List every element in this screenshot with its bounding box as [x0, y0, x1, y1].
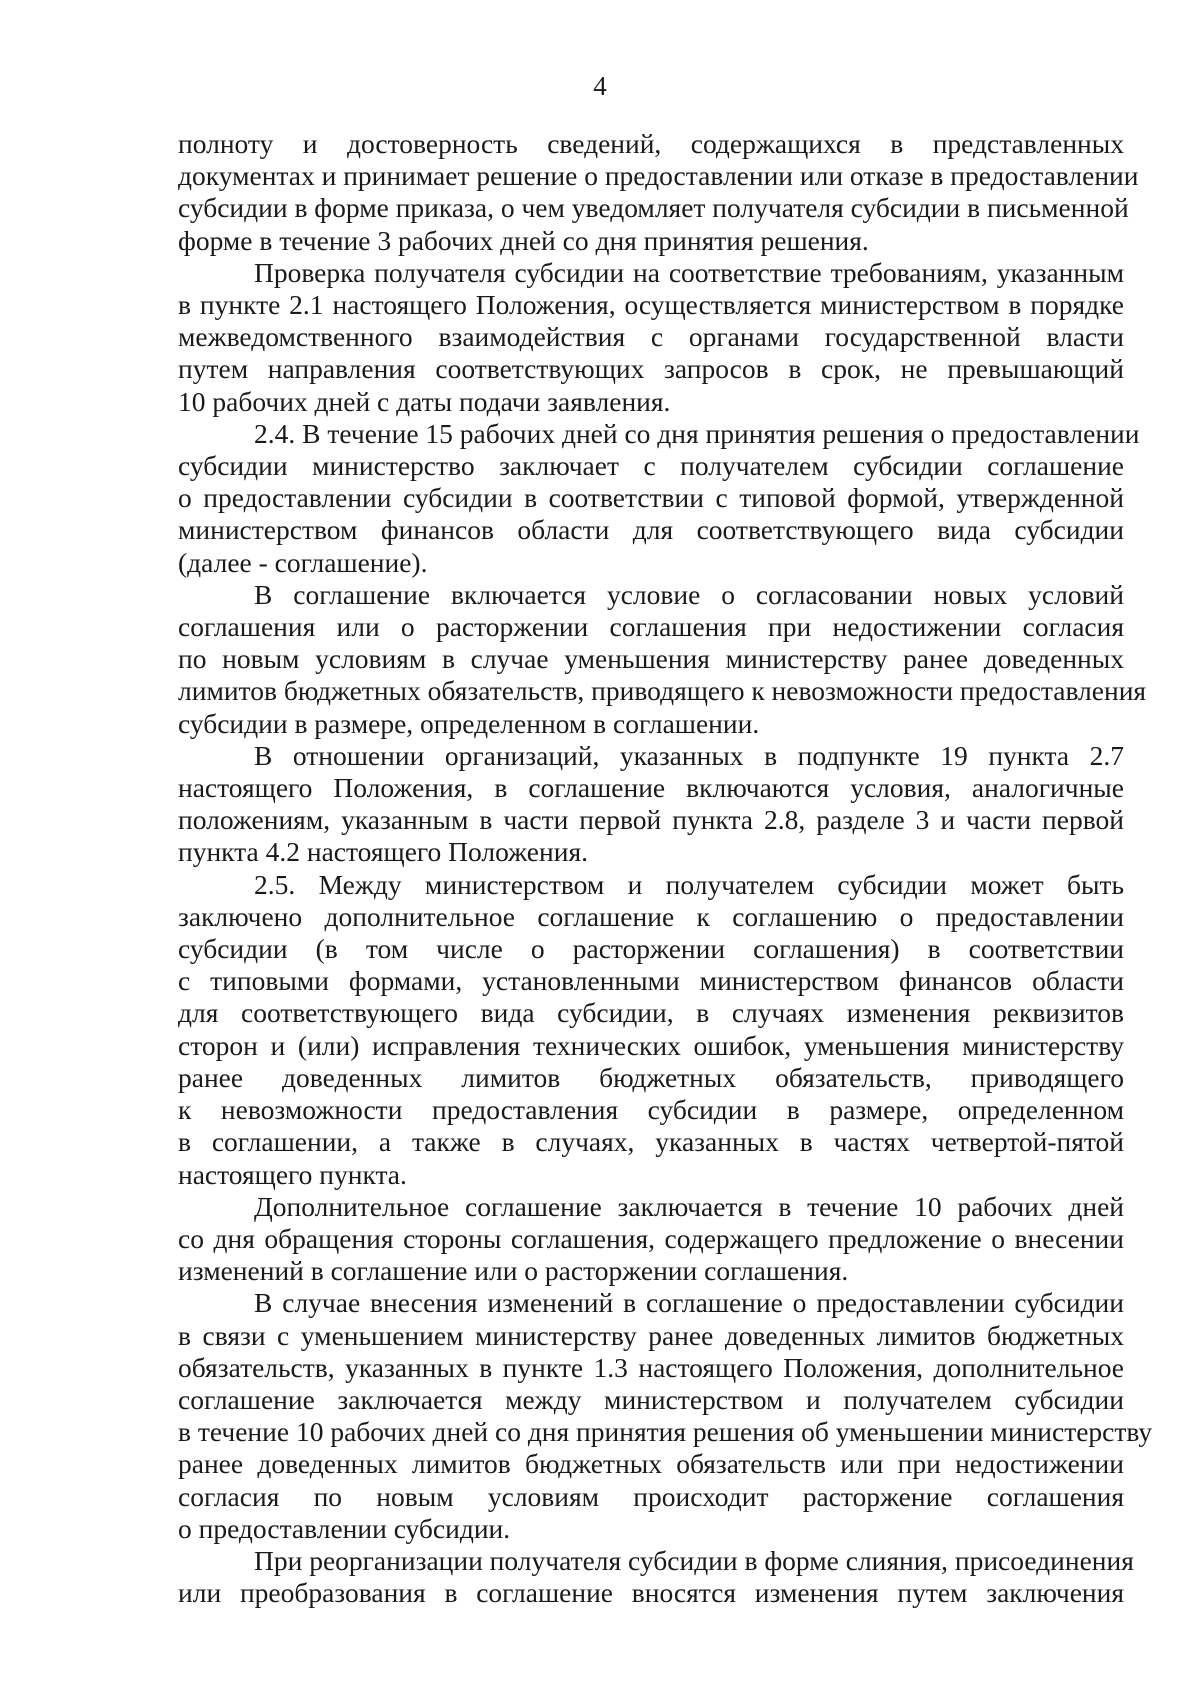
page-number: 4 [593, 71, 607, 101]
text-line: межведомственного взаимодействия с органами государственной власти [178, 321, 1124, 353]
text-line: в связи с уменьшением министерству ранее доведенных лимитов бюджетных [178, 1319, 1124, 1351]
text-line: настоящего Положения, в соглашение включаются условия, аналогичные [178, 772, 1124, 804]
text-line: субсидии в форме приказа, о чем уведомляет получателя субсидии в письменной [178, 192, 1129, 224]
text-line: В случае внесения изменений в соглашение о предоставлении субсидии [254, 1287, 1124, 1319]
text-line: форме в течение 3 рабочих дней со дня принятия решения. [178, 224, 869, 256]
paragraph [178, 257, 1124, 418]
text-line: 10 рабочих дней с даты подачи заявления. [178, 385, 671, 417]
paragraph [178, 417, 1140, 579]
text-line: или преобразования в соглашение вносятся изменения путем заключения [178, 1577, 1124, 1609]
text-line: документах и принимает решение о предоставлении или отказе в предоставлении [178, 160, 1139, 192]
text-line: Дополнительное соглашение заключается в течение 10 рабочих дней [254, 1190, 1124, 1222]
paragraph [178, 869, 1124, 1191]
text-line: о предоставлении субсидии. [178, 1512, 511, 1544]
text-line: по новым условиям в случае уменьшения министерству ранее доведенных [178, 643, 1124, 675]
text-line: 2.4. В течение 15 рабочих дней со дня принятия решения о предоставлении [254, 417, 1140, 449]
text-line: о предоставлении субсидии в соответствии с типовой формой, утвержденной [178, 482, 1124, 514]
text-line: в течение 10 рабочих дней со дня принятия решения об уменьшении министерству [178, 1416, 1153, 1448]
text-line: пункта 4.2 настоящего Положения. [178, 836, 588, 868]
paragraph [178, 578, 1147, 740]
text-line: сторон и (или) исправления технических ошибок, уменьшения министерству [178, 1029, 1124, 1061]
text-line: в соглашении, а также в случаях, указанных в частях четвертой-пятой [178, 1126, 1124, 1158]
text-line: ранее доведенных лимитов бюджетных обязательств, приводящего [178, 1061, 1124, 1093]
text-line: с типовыми формами, установленными министерством финансов области [178, 965, 1124, 997]
document-body [178, 128, 1153, 1609]
text-line: субсидии (в том числе о расторжении соглашения) в соответствии [178, 933, 1124, 965]
text-line: ранее доведенных лимитов бюджетных обязательств или при недостижении [178, 1448, 1124, 1480]
paragraph [178, 1191, 1124, 1288]
text-line: В отношении организаций, указанных в подпункте 19 пункта 2.7 [254, 739, 1124, 771]
text-line: со дня обращения стороны соглашения, содержащего предложение о внесении [178, 1222, 1124, 1254]
text-line: изменений в соглашение или о расторжении соглашения. [178, 1255, 849, 1287]
text-line: При реорганизации получателя субсидии в форме слияния, присоединения [254, 1544, 1134, 1576]
text-line: настоящего пункта. [178, 1158, 407, 1190]
text-line: положениям, указанным в части первой пункта 2.8, разделе 3 и части первой [178, 804, 1124, 836]
text-line: заключено дополнительное соглашение к соглашению о предоставлении [178, 900, 1124, 932]
text-line: Проверка получателя субсидии на соответствие требованиям, указанным [254, 256, 1124, 288]
paragraph [178, 740, 1124, 869]
text-line: в пункте 2.1 настоящего Положения, осуществляется министерством в порядке [178, 289, 1124, 321]
text-line: соглашения или о расторжении соглашения при недостижении согласия [178, 611, 1124, 643]
paragraph [178, 128, 1139, 257]
text-line: к невозможности предоставления субсидии в размере, определенном [178, 1094, 1124, 1126]
text-line: министерством финансов области для соответствующего вида субсидии [178, 514, 1124, 546]
text-line: обязательств, указанных в пункте 1.3 настоящего Положения, дополнительное [178, 1351, 1124, 1383]
text-line: лимитов бюджетных обязательств, приводящего к невозможности предоставления [178, 675, 1147, 707]
text-line: соглашение заключается между министерством и получателем субсидии [178, 1383, 1124, 1415]
text-line: для соответствующего вида субсидии, в случаях изменения реквизитов [178, 997, 1124, 1029]
text-line: субсидии министерство заключает с получателем субсидии соглашение [178, 450, 1124, 482]
text-line: путем направления соответствующих запросов в срок, не превышающий [178, 353, 1124, 385]
paragraph [178, 1544, 1134, 1609]
text-line: 2.5. Между министерством и получателем субсидии может быть [254, 868, 1124, 900]
text-line: согласия по новым условиям происходит расторжение соглашения [178, 1480, 1124, 1512]
text-line: субсидии в размере, определенном в соглашении. [178, 707, 760, 739]
text-line: (далее - соглашение). [178, 546, 428, 578]
text-line: полноту и достоверность сведений, содержащихся в представленных [178, 128, 1124, 159]
text-line: В соглашение включается условие о согласовании новых условий [254, 578, 1124, 610]
paragraph [178, 1287, 1153, 1545]
